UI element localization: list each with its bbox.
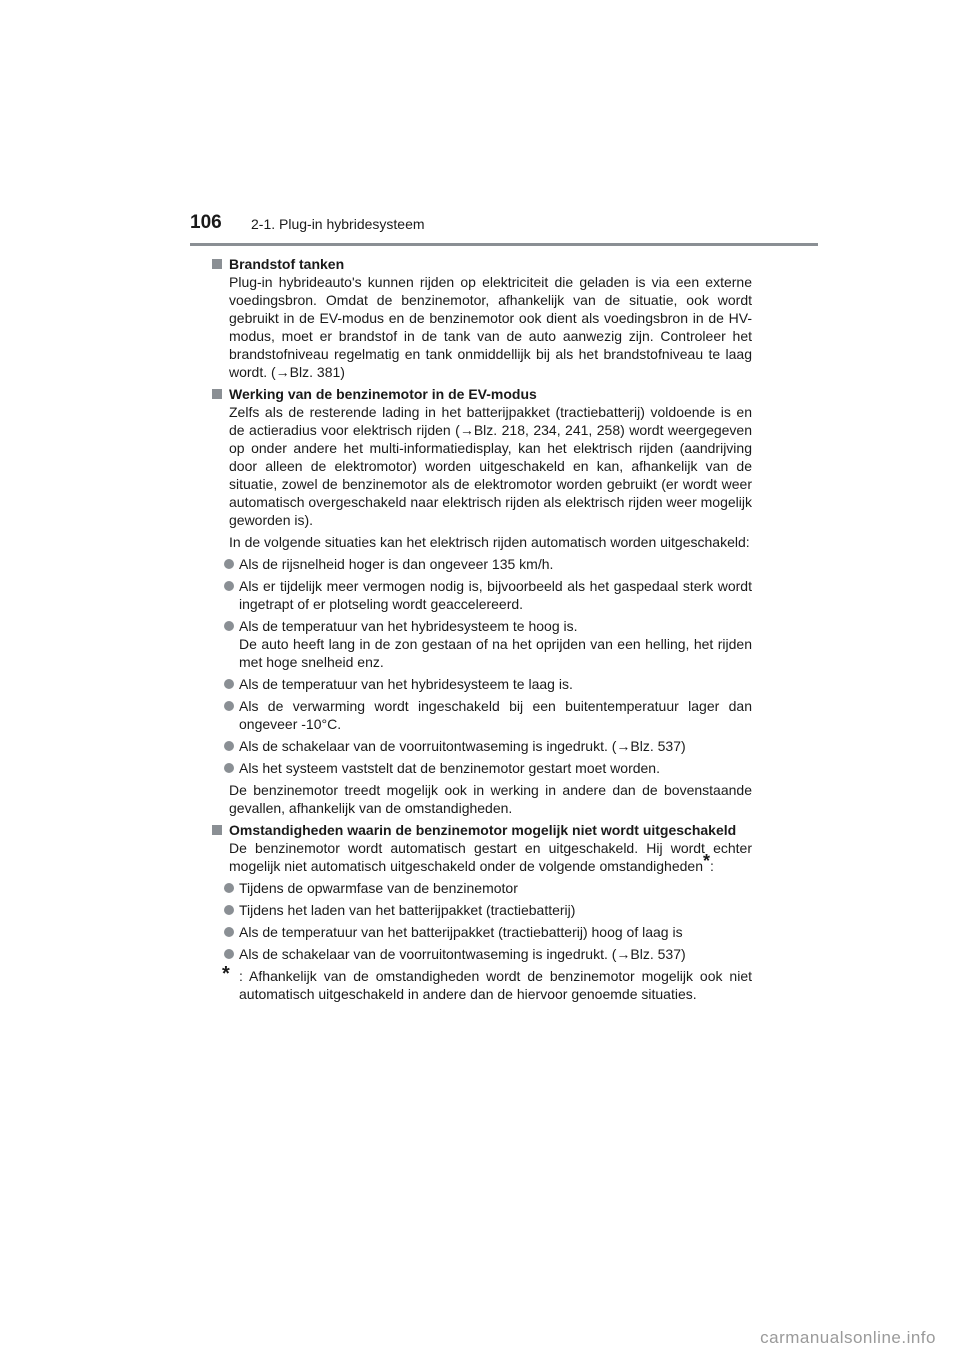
square-bullet-icon	[212, 389, 222, 399]
footnote-text: : Afhankelijk van de omstandigheden wordt de benzinemotor mogelijk ook niet automatisch uitgeschakeld in andere dan de hiervoor genoemde situaties.	[239, 968, 752, 1002]
header-divider	[190, 243, 818, 246]
list-item	[212, 555, 752, 573]
watermark: carmanualsonline.info	[760, 1328, 936, 1347]
list-item	[212, 759, 752, 777]
square-bullet-icon	[212, 825, 222, 835]
footnote-mark: *	[222, 963, 230, 985]
circle-bullet-icon	[224, 559, 234, 569]
section-heading	[212, 255, 752, 273]
list-item-text: Als de temperatuur van het hybridesysteem te hoog is.	[239, 618, 578, 634]
circle-bullet-icon	[224, 905, 234, 915]
list-item-text: Als er tijdelijk meer vermogen nodig is, bijvoorbeeld als het gaspedaal sterk wordt ingetrapt of er plotseling wordt geaccelereerd.	[239, 578, 752, 612]
heading-text: Omstandigheden waarin de benzinemotor mogelijk niet wordt uitgeschakeld	[229, 822, 737, 838]
list-item	[212, 675, 752, 693]
list-item-text: Tijdens het laden van het batterijpakket (tractiebatterij)	[239, 902, 576, 918]
section-heading	[212, 821, 752, 839]
circle-bullet-icon	[224, 741, 234, 751]
list-item	[212, 923, 752, 941]
circle-bullet-icon	[224, 701, 234, 711]
list-item	[212, 945, 752, 963]
list-item	[212, 577, 752, 613]
paragraph	[212, 839, 752, 875]
list-item-text: Als de temperatuur van het batterijpakket (tractiebatterij) hoog of laag is	[239, 924, 683, 940]
circle-bullet-icon	[224, 927, 234, 937]
list-item-text: Als de schakelaar van de voorruitontwaseming is ingedrukt. (→Blz. 537)	[239, 738, 686, 754]
list-item	[212, 617, 752, 671]
list-item-text: Als de schakelaar van de voorruitontwaseming is ingedrukt. (→Blz. 537)	[239, 946, 686, 962]
page-content	[212, 253, 752, 1003]
paragraph: In de volgende situaties kan het elektrisch rijden automatisch worden uitgeschakeld:	[229, 534, 750, 550]
heading-text: Brandstof tanken	[229, 256, 345, 272]
list-item-text: Tijdens de opwarmfase van de benzinemotor	[239, 880, 518, 896]
paragraph: Plug-in hybrideauto's kunnen rijden op elektriciteit die geladen is via een externe voedingsbron. Omdat de benzinemotor, afhankelijk van de situatie, ook wordt gebruikt in de EV-modus en de benzinemotor ook dient als voedingsbron in de HV-modus, moet er brandstof in de tank van de auto aanwezig zijn. Controleer het brandstofniveau regelmatig en tank onmiddellijk bij als het brandstofniveau te laag wordt. (→Blz. 381)	[229, 274, 752, 380]
heading-text: Werking van de benzinemotor in de EV-modus	[229, 386, 537, 402]
square-bullet-icon	[212, 259, 222, 269]
paragraph: Zelfs als de resterende lading in het batterijpakket (tractiebatterij) voldoende is en de actieradius voor elektrisch rijden (→Blz. 218, 234, 241, 258) wordt weergegeven op onder andere het multi-informatiedisplay, kan het elektrisch rijden (aandrijving door alleen de elektromotor) worden uitgeschakeld en kan, afhankelijk van de situatie, zowel de benzinemotor als de elektromotor worden gebruikt (er wordt weer automatisch overgeschakeld naar elektrisch rijden als elektrisch rijden weer mogelijk geworden is).	[229, 404, 752, 528]
footnote-star: *	[702, 851, 710, 871]
list-item-detail: De auto heeft lang in de zon gestaan of na het oprijden van een helling, het rijden met hoge snelheid enz.	[239, 636, 752, 670]
circle-bullet-icon	[224, 679, 234, 689]
paragraph-text: De benzinemotor wordt automatisch gestart en uitgeschakeld. Hij wordt echter mogelijk niet automatisch uitgeschakeld onder de volgende omstandigheden	[229, 840, 752, 874]
list-item	[212, 901, 752, 919]
section-heading	[212, 385, 752, 403]
paragraph: De benzinemotor treedt mogelijk ook in werking in andere dan de bovenstaande gevallen, afhankelijk van de omstandigheden.	[229, 782, 752, 816]
list-item-text: Als het systeem vaststelt dat de benzinemotor gestart moet worden.	[239, 760, 660, 776]
paragraph-end: :	[710, 858, 714, 874]
section-title: 2-1. Plug-in hybridesysteem	[251, 216, 425, 232]
footnote	[212, 963, 752, 1003]
circle-bullet-icon	[224, 949, 234, 959]
circle-bullet-icon	[224, 883, 234, 893]
circle-bullet-icon	[224, 581, 234, 591]
list-item	[212, 737, 752, 755]
list-item	[212, 697, 752, 733]
list-item-text: Als de verwarming wordt ingeschakeld bij een buitentemperatuur lager dan ongeveer -10°C.	[239, 698, 752, 732]
page-number: 106	[190, 212, 222, 233]
list-item-text: Als de temperatuur van het hybridesysteem te laag is.	[239, 676, 573, 692]
circle-bullet-icon	[224, 763, 234, 773]
list-item	[212, 879, 752, 897]
circle-bullet-icon	[224, 621, 234, 631]
list-item-text: Als de rijsnelheid hoger is dan ongeveer 135 km/h.	[239, 556, 554, 572]
